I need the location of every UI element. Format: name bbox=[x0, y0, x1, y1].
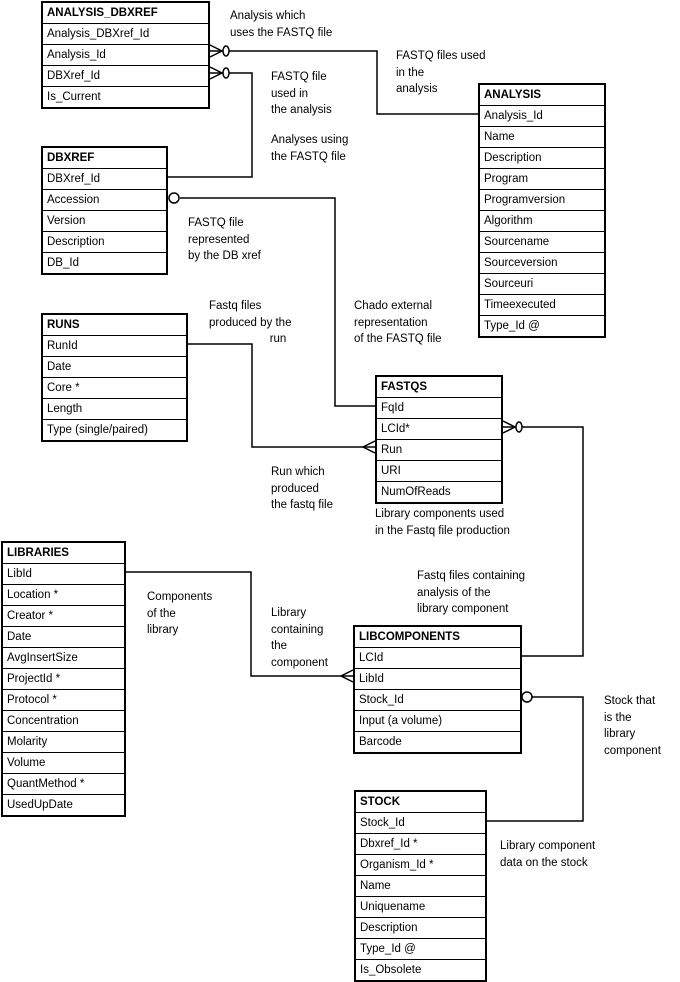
annotation-chado-external: Chado external representation of the FASTQ file bbox=[354, 300, 442, 345]
annotation-components-of-library: Components of the library bbox=[147, 591, 213, 636]
field-run: Run bbox=[377, 440, 501, 461]
annotation-library-components-used: Library components used in the Fastq file production bbox=[375, 508, 510, 537]
field-run-id: RunId bbox=[43, 336, 186, 357]
annotation-analyses-using-fastq: Analyses using the FASTQ file bbox=[271, 134, 349, 163]
field-type-id: Type_Id @ bbox=[484, 320, 540, 332]
field-timeexecuted: Timeexecuted bbox=[480, 295, 604, 316]
annotation-fastq-files-containing: Fastq files containing analysis of the library component bbox=[417, 570, 526, 615]
annotation-library-component-data: Library component data on the stock bbox=[500, 840, 596, 869]
entity-stock bbox=[354, 790, 487, 982]
field-accession: Accession bbox=[43, 190, 166, 211]
field-location: Location * bbox=[3, 585, 124, 606]
field-num-of-reads: NumOfReads bbox=[381, 486, 451, 498]
entity-analysis bbox=[478, 83, 606, 338]
field-uniquename: Uniquename bbox=[356, 897, 485, 918]
entity-libraries bbox=[1, 541, 126, 817]
field-uri: URI bbox=[377, 461, 501, 482]
entity-analysis-dbxref bbox=[41, 1, 210, 109]
entity-title: ANALYSIS_DBXREF bbox=[43, 3, 208, 24]
field-project-id: ProjectId * bbox=[3, 669, 124, 690]
field-quant-method: QuantMethod * bbox=[3, 774, 124, 795]
field-lc-id: LCId bbox=[355, 648, 520, 669]
field-dbxref-id: DBXref_Id bbox=[43, 169, 166, 190]
entity-title: RUNS bbox=[43, 315, 186, 336]
field-stock-id: Stock_Id bbox=[356, 813, 485, 834]
field-volume: Volume bbox=[3, 753, 124, 774]
entity-title: STOCK bbox=[356, 792, 485, 813]
zero-marker-accession bbox=[169, 193, 179, 203]
entity-title: DBXREF bbox=[43, 148, 166, 169]
field-dbxref-id: DBXref_Id bbox=[43, 66, 208, 87]
field-lc-id: LCId* bbox=[377, 419, 501, 440]
field-input: Input (a volume) bbox=[355, 711, 520, 732]
field-barcode: Barcode bbox=[359, 736, 402, 748]
annotation-fastq-files-produced-by-run: Fastq files produced by the run bbox=[209, 300, 292, 345]
field-name: Name bbox=[480, 127, 604, 148]
field-avg-insert-size: AvgInsertSize bbox=[3, 648, 124, 669]
annotation-run-which-produced: Run which produced the fastq file bbox=[271, 466, 334, 511]
field-type: Type (single/paired) bbox=[47, 424, 148, 436]
entity-fastqs bbox=[375, 375, 503, 504]
field-db-id: DB_Id bbox=[47, 257, 79, 269]
zero-marker-stock-id bbox=[522, 692, 532, 702]
field-protocol: Protocol * bbox=[3, 690, 124, 711]
field-creator: Creator * bbox=[3, 606, 124, 627]
field-length: Length bbox=[43, 399, 186, 420]
field-concentration: Concentration bbox=[3, 711, 124, 732]
field-used-up-date: UsedUpDate bbox=[7, 799, 73, 811]
field-description: Description bbox=[43, 232, 166, 253]
field-description: Description bbox=[480, 148, 604, 169]
field-algorithm: Algorithm bbox=[480, 211, 604, 232]
field-date: Date bbox=[3, 627, 124, 648]
field-dbxref-id: Dbxref_Id * bbox=[356, 834, 485, 855]
field-analysis-dbxref-id: Analysis_DBXref_Id bbox=[43, 24, 208, 45]
field-name: Name bbox=[356, 876, 485, 897]
entity-title: FASTQS bbox=[377, 377, 501, 398]
entity-dbxref bbox=[41, 146, 168, 275]
annotation-fastq-represented-by-xref: FASTQ file represented by the DB xref bbox=[188, 217, 261, 262]
field-stock-id: Stock_Id bbox=[355, 690, 520, 711]
field-is-current: Is_Current bbox=[47, 91, 101, 103]
field-description: Description bbox=[356, 918, 485, 939]
annotation-stock-that-is: Stock that is the library component bbox=[604, 695, 661, 757]
field-molarity: Molarity bbox=[3, 732, 124, 753]
entity-title: LIBRARIES bbox=[3, 543, 124, 564]
field-lib-id: LibId bbox=[3, 564, 124, 585]
entity-title: ANALYSIS bbox=[480, 85, 604, 106]
field-version: Version bbox=[43, 211, 166, 232]
annotation-fastq-files-used: FASTQ files used in the analysis bbox=[396, 50, 486, 95]
field-fq-id: FqId bbox=[377, 398, 501, 419]
link-fastqs-libcomponents bbox=[503, 427, 583, 656]
annotation-fastq-file-used-in-analysis: FASTQ file used in the analysis bbox=[271, 71, 332, 116]
field-analysis-id: Analysis_Id bbox=[43, 45, 208, 66]
field-sourceuri: Sourceuri bbox=[480, 274, 604, 295]
field-is-obsolete: Is_Obsolete bbox=[360, 964, 422, 976]
field-lib-id: LibId bbox=[355, 669, 520, 690]
annotation-library-containing-component: Library containing the component bbox=[271, 607, 328, 669]
entity-title: LIBCOMPONENTS bbox=[355, 627, 520, 648]
field-sourceversion: Sourceversion bbox=[480, 253, 604, 274]
field-programversion: Programversion bbox=[480, 190, 604, 211]
field-type-id: Type_Id @ bbox=[356, 939, 485, 960]
field-analysis-id: Analysis_Id bbox=[480, 106, 604, 127]
field-core: Core * bbox=[43, 378, 186, 399]
link-runs-fastqs bbox=[188, 344, 375, 447]
field-organism-id: Organism_Id * bbox=[356, 855, 485, 876]
entity-libcomponents bbox=[353, 625, 522, 754]
field-date: Date bbox=[43, 357, 186, 378]
field-sourcename: Sourcename bbox=[480, 232, 604, 253]
field-program: Program bbox=[480, 169, 604, 190]
annotation-analysis-uses-fastq: Analysis which uses the FASTQ file bbox=[230, 10, 333, 39]
entity-runs bbox=[41, 313, 188, 442]
